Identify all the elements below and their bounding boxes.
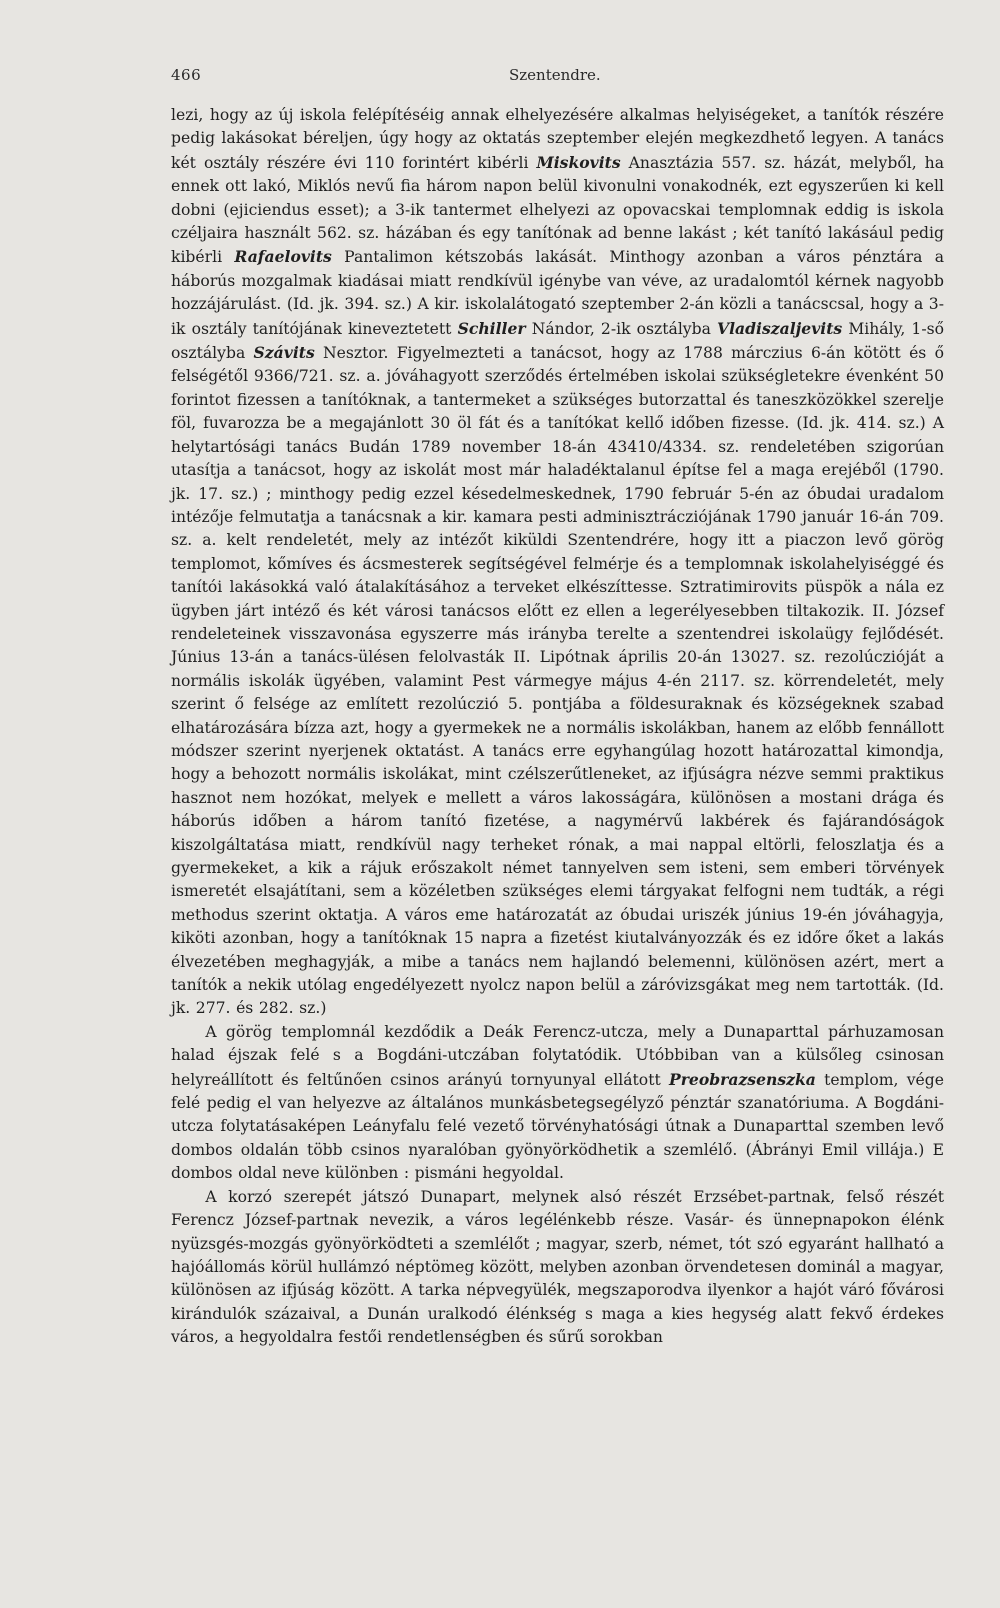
text-run: lezi, hogy az új iskola felépítéséig annak elhelyezésére alkalmas helyiségeket, a tanítók részére pedig lakásokat béreljen, úgy hogy az oktatás szeptember elején megkezdhető legyen. A tanács két osztály részére évi 110 forintért kibérli	[171, 106, 944, 172]
text-run: A korzó szerepét játszó Dunapart, melynek alsó részét Erzsébet-partnak, felső részét Ferencz József-partnak nevezik, a város legélénkebb része. Vasár- és ünnepnapokon élénk nyüzsgés-mozgás gyönyörködteti a szemlélőt ; magyar, szerb, német, tót szó egyaránt hallható a hajóállomás körül hullámzó néptömeg között, melyben azonban örvendetesen dominál a magyar, különösen az ifjúság között. A tarka népvegyülék, megszaporodva ilyenkor a hajót váró fővárosi kirándulók százaival, a Dunán uralkodó élénkség s maga a kies hegység alatt fekvő érdekes város, a hegyoldalra festői rendetlenségben és sűrű sorokban	[171, 1187, 944, 1347]
italic-name: Vladiszaljevits	[717, 318, 843, 338]
italic-name: Rafaelovits	[234, 247, 332, 267]
text-run: A görög templomnál kezdődik a Deák Ferencz-utcza, mely a Dunaparttal párhuzamosan halad éjszak felé s a Bogdáni-utczában folytatódik. Utóbbiban van a külsőleg csinosan helyreállított és feltűnően csinos arányú tornyunyal ellátott	[171, 1022, 944, 1089]
paragraph	[171, 1021, 944, 1186]
text-run: Anasztázia 557. sz. házát, melyből, ha ennek ott lakó, Miklós nevű fia három napon belül kivonulni vonakodnék, ezt egyszerűen ki kell dobni (ejiciendus esset); a 3-ik tantermet elhelyezi az opovacskai templomnak eddig is iskola czéljaira használt 562. sz. házában és egy tanítónak ad benne lakást ; két tanító lakásául pedig kibérli	[171, 153, 944, 267]
italic-name: Miskovits	[536, 152, 621, 172]
running-title: Szentendre.	[509, 66, 601, 84]
paragraph	[171, 1186, 944, 1350]
text-run: Mihály, 1-ső osztályba	[171, 319, 944, 363]
italic-name: Schiller	[457, 318, 526, 338]
paragraph	[171, 104, 944, 1021]
italic-name: Preobrazsenszka	[668, 1069, 816, 1089]
italic-name: Szávits	[253, 343, 315, 363]
text-run: Nesztor. Figyelmezteti a tanácsot, hogy az 1788 márczius 6-án kötött és ő felségétől 9366/721. sz. a. jóváhagyott szerződés értelmében iskolai szükségletekre évenként 50 forintot fizessen a tanítóknak, a tantermeket a szükséges butorzattal és taneszközökkel szerelje föl, fuvarozza be a megajánlott 30 öl fát és a tanítókat kellő időben fizesse. (Id. jk. 414. sz.) A helytartósági tanács Budán 1789 november 18-án 43410/4334. sz. rendeletében szigorúan utasítja a tanácsot, hogy az iskolát most már haladéktalanul építse fel a maga erejéből (1790. jk. 17. sz.) ; minthogy pedig ezzel késedelmeskednek, 1790 február 5-én az óbudai uradalom intézője felmutatja a tanácsnak a kir. kamara pesti adminisztrácziójának 1790 január 16-án 709. sz. a. kelt rendeletét, mely az intézőt kiküldi Szentendrére, hogy itt a piaczon levő görög templomot, kőmíves és ácsmesterek segítségével felmérje és a templomnak iskolahelyiséggé és tanítói lakásokká való átalakításához a terveket elkészíttesse. Sztratimirovits püspök a nála ez ügyben járt intéző és két városi tanácsos előtt ez ellen a legerélyesebben tiltakozik. II. József rendeleteinek visszavonása egyszerre más irányba terelte a szentendrei iskolaügy fejlődését. Június 13-án a tanács-ülésen felolvasták II. Lipótnak április 20-án 13027. sz. rezolúczióját a normális iskolák ügyében, valamint Pest vármegye május 4-én 2117. sz. körrendeletét, mely szerint ő felsége az említett rezolúczió 5. pontjába a földesuraknak és községeknek szabad elhatározására bízza azt, hogy a gyermekek ne a normális iskolákban, hanem az előbb fennállott módszer szerint nyerjenek oktatást. A tanács erre egyhangúlag hozott határozattal kimondja, hogy a behozott normális iskolákat, mint czélszerűtleneket, az ifjúságra nézve semmi praktikus hasznot nem hozókat, melyek e mellett a város lakosságára, különösen a mostani drága és háborús időben a három tanító fizetése, a nagymérvű lakbérek és fajárandóságok kiszolgáltatása miatt, rendkívül nagy terheket rónak, a mai nappal eltörli, feloszlatja és a gyermekeket, a kik a rájuk erőszakolt német tannyelven sem isteni, sem emberi törvények ismeretét elsajátítani, sem a közéletben szükséges elemi tárgyakat felfogni nem tudták, a régi methodus szerint oktatja. A város eme határozatát az óbudai uriszék június 19-én jóváhagyja, kiköti azonban, hogy a tanítóknak 15 napra a fizetést kiutalványozzák és ez időre őket a lakás élvezetében meghagyják, a mibe a tanács nem hajlandó belemenni, különösen azért, mert a tanítók a nekik utólag engedélyezett nyolcz napon belül a záróvizsgákat meg nem tartották. (Id. jk. 277. és 282. sz.)	[171, 344, 944, 1018]
text-run: Pantalimon kétszobás lakását. Minthogy azonban a város pénztára a háborús mozgalmak kiadásai miatt rendkívül igénybe van véve, az uradalomtól kérnek nagyobb hozzájárulást. (Id. jk. 394. sz.) A kir. iskolalátogató szeptember 2-án közli a tanácscsal, hogy a 3-ik osztály tanítójának kineveztetett	[171, 248, 944, 338]
text-run: templom, vége felé pedig el van helyezve az általános munkásbetegsegélyző pénztár szanatóriuma. A Bogdáni-utcza folytatásaképen Leányfalu felé vezető törvényhatósági útnak a Dunaparttal szemben levő dombos oldalán több csinos nyaralóban gyönyörködhetik a szemlélő. (Ábrányi Emil villája.) E dombos oldal neve különben : pismáni hegyoldal.	[171, 1070, 944, 1183]
body-text	[171, 104, 944, 1350]
page-number: 466	[171, 66, 202, 84]
text-run: Nándor, 2-ik osztályba	[525, 319, 718, 338]
